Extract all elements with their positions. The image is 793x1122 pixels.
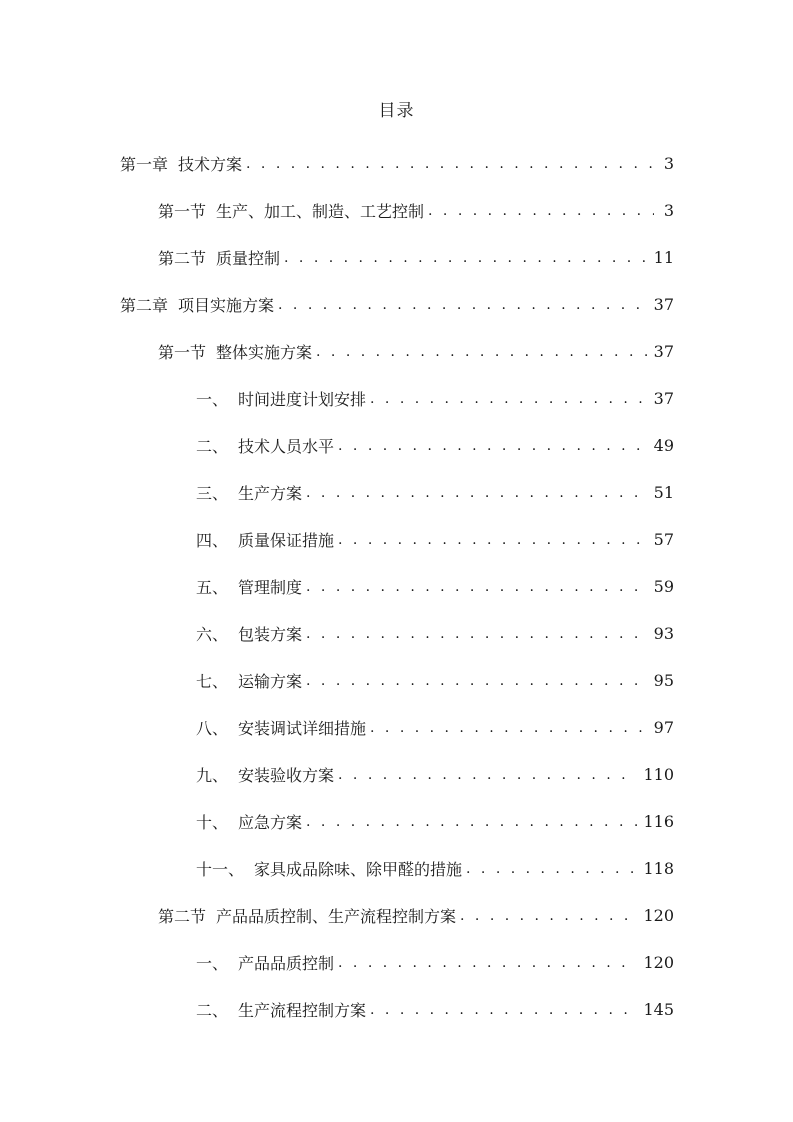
toc-entry-page-number: 59 (653, 577, 674, 596)
toc-entry-page-number: 118 (643, 859, 674, 878)
toc-entry-label (196, 387, 366, 410)
toc-entry-text: 技术方案 (178, 155, 243, 174)
toc-entry-number: 五、 (196, 578, 229, 597)
toc-entry[interactable] (0, 845, 793, 892)
toc-entry[interactable] (0, 704, 793, 751)
toc-entry-label (196, 763, 334, 786)
toc-entry-text: 管理制度 (238, 578, 303, 597)
toc-entry-number: 第一节 (158, 343, 207, 362)
dot-leader (306, 814, 637, 830)
dot-leader (370, 720, 648, 736)
toc-entry-label (196, 857, 462, 880)
dot-leader (306, 673, 648, 689)
toc-entry-number: 三、 (196, 484, 229, 503)
toc-entry[interactable] (0, 986, 793, 1033)
toc-entry-label (196, 716, 366, 739)
toc-entry-text: 生产流程控制方案 (238, 1001, 367, 1020)
toc-entry-page-number: 110 (643, 765, 674, 784)
toc-entry-text: 时间进度计划安排 (238, 390, 367, 409)
toc-entry-text: 家具成品除味、除甲醛的措施 (254, 860, 463, 879)
toc-entry-text: 产品品质控制、生产流程控制方案 (216, 907, 457, 926)
toc-entry-page-number: 120 (643, 953, 674, 972)
toc-entry-label (196, 528, 334, 551)
toc-entry[interactable] (0, 234, 793, 281)
toc-entry-page-number: 116 (643, 812, 674, 831)
toc-entry-text: 整体实施方案 (216, 343, 313, 362)
toc-entry[interactable] (0, 328, 793, 375)
toc-entry-number: 第一节 (158, 202, 207, 221)
toc-entry-text: 生产方案 (238, 484, 303, 503)
toc-entry-label (120, 152, 242, 175)
toc-entry-page-number: 37 (653, 295, 674, 314)
dot-leader (338, 438, 648, 454)
toc-entry-page-number: 11 (653, 248, 674, 267)
toc-entry[interactable] (0, 939, 793, 986)
dot-leader (338, 955, 637, 971)
toc-entry-number: 第二章 (120, 296, 169, 315)
toc-entry-label (196, 434, 334, 457)
toc-list (0, 140, 793, 1033)
dot-leader (466, 861, 637, 877)
toc-entry[interactable] (0, 187, 793, 234)
toc-entry-page-number: 51 (653, 483, 674, 502)
toc-entry-number: 第一章 (120, 155, 169, 174)
toc-entry-number: 二、 (196, 1001, 229, 1020)
toc-entry[interactable] (0, 140, 793, 187)
toc-entry-number: 第二节 (158, 249, 207, 268)
toc-entry-number: 一、 (196, 390, 229, 409)
toc-entry-label (158, 904, 456, 927)
toc-entry-page-number: 37 (653, 342, 674, 361)
toc-entry-page-number: 93 (653, 624, 674, 643)
toc-entry[interactable] (0, 516, 793, 563)
toc-entry-label (196, 575, 302, 598)
toc-entry-text: 安装验收方案 (238, 766, 335, 785)
toc-entry-number: 二、 (196, 437, 229, 456)
toc-entry-page-number: 120 (643, 906, 674, 925)
toc-entry[interactable] (0, 798, 793, 845)
toc-entry-text: 质量保证措施 (238, 531, 335, 550)
toc-entry[interactable] (0, 469, 793, 516)
toc-entry-page-number: 97 (653, 718, 674, 737)
toc-entry[interactable] (0, 375, 793, 422)
toc-entry-label (196, 810, 302, 833)
toc-entry-number: 七、 (196, 672, 229, 691)
toc-entry-page-number: 57 (653, 530, 674, 549)
toc-entry-number: 十一、 (196, 860, 245, 879)
toc-entry-text: 运输方案 (238, 672, 303, 691)
dot-leader (306, 626, 648, 642)
dot-leader (306, 579, 648, 595)
toc-entry[interactable] (0, 610, 793, 657)
toc-entry-number: 一、 (196, 954, 229, 973)
toc-entry-number: 四、 (196, 531, 229, 550)
toc-entry-page-number: 95 (653, 671, 674, 690)
toc-entry-label (120, 293, 274, 316)
toc-entry-number: 六、 (196, 625, 229, 644)
toc-entry-label (196, 622, 302, 645)
toc-entry-text: 应急方案 (238, 813, 303, 832)
toc-entry-text: 包装方案 (238, 625, 303, 644)
dot-leader (306, 485, 648, 501)
dot-leader (278, 297, 648, 313)
dot-leader (370, 1002, 637, 1018)
toc-entry-page-number: 3 (663, 201, 674, 220)
toc-title: 目录 (378, 101, 415, 121)
dot-leader (428, 203, 654, 219)
toc-entry[interactable] (0, 281, 793, 328)
toc-entry[interactable] (0, 422, 793, 469)
toc-entry-label (158, 340, 312, 363)
dot-leader (284, 250, 648, 266)
toc-entry-page-number: 49 (653, 436, 674, 455)
toc-entry-label (158, 246, 280, 269)
toc-entry[interactable] (0, 563, 793, 610)
toc-entry-page-number: 3 (663, 154, 674, 173)
toc-entry-number: 第二节 (158, 907, 207, 926)
toc-entry-label (196, 481, 302, 504)
toc-entry-label (196, 951, 334, 974)
toc-entry-label (196, 998, 366, 1021)
dot-leader (460, 908, 637, 924)
toc-entry-text: 技术人员水平 (238, 437, 335, 456)
toc-entry-label (158, 199, 424, 222)
toc-entry-page-number: 37 (653, 389, 674, 408)
toc-entry[interactable] (0, 751, 793, 798)
toc-entry-text: 质量控制 (216, 249, 281, 268)
toc-entry-text: 生产、加工、制造、工艺控制 (216, 202, 425, 221)
toc-entry-number: 十、 (196, 813, 229, 832)
toc-entry-number: 九、 (196, 766, 229, 785)
toc-entry-label (196, 669, 302, 692)
toc-entry-text: 安装调试详细措施 (238, 719, 367, 738)
dot-leader (316, 344, 648, 360)
toc-entry-text: 项目实施方案 (178, 296, 275, 315)
dot-leader (338, 767, 637, 783)
dot-leader (338, 532, 648, 548)
toc-entry-page-number: 145 (643, 1000, 674, 1019)
toc-entry-number: 八、 (196, 719, 229, 738)
toc-entry-text: 产品品质控制 (238, 954, 335, 973)
dot-leader (370, 391, 648, 407)
toc-entry[interactable] (0, 657, 793, 704)
toc-entry[interactable] (0, 892, 793, 939)
dot-leader (246, 156, 654, 172)
